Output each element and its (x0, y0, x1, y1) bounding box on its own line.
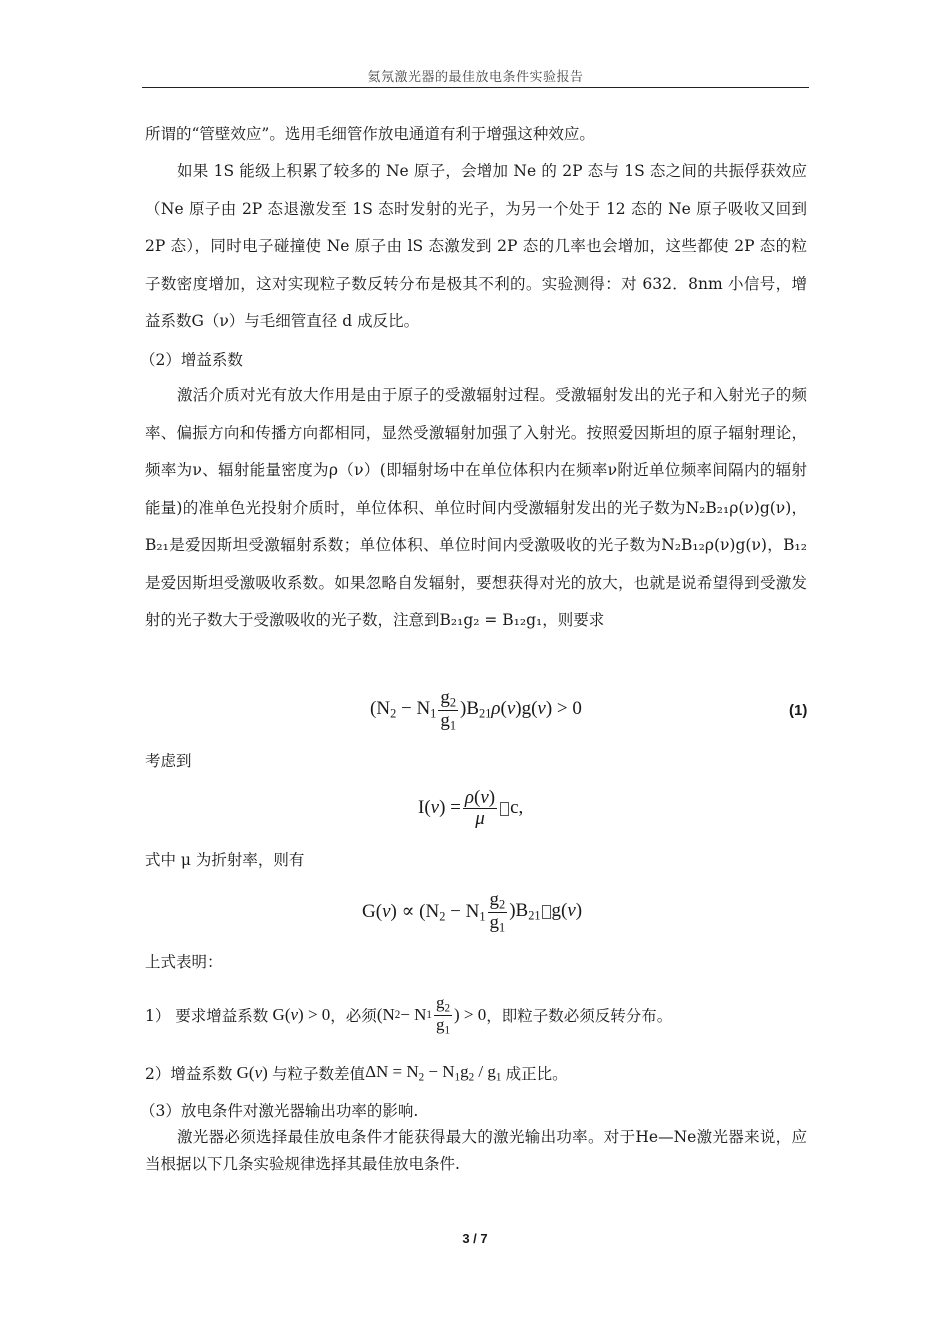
header-divider (142, 87, 809, 88)
paragraph-optimal-discharge: 激光器必须选择最佳放电条件才能获得最大的激光输出功率。对于He—Ne激光器来说，应当根据以下几条实验规律选择其最佳放电条件. (145, 1128, 807, 1173)
list-item-1-text-b: ，必须 (330, 1007, 377, 1026)
page-number: 3 / 7 (462, 1231, 488, 1246)
equation-intensity: I(ν) = $\frac{\rho(\nu)}{\mu}$ c, (418, 787, 524, 829)
list-item-1-text-a: 1） 要求增益系数 (145, 1007, 269, 1026)
section-heading-gain-coefficient: （2）增益系数 (140, 351, 243, 369)
list-item-2-text-a: 2）增益系数 (145, 1065, 233, 1083)
text-shows: 上式表明： (145, 953, 223, 971)
paragraph-stimulated-emission: 激活介质对光有放大作用是由于原子的受激辐射过程。受激辐射发出的光子和入射光子的频率、偏振方向和传播方向都相同，显然受激辐射加强了入射光。按照爱因斯坦的原子辐射理论，频率为ν、辐射能量密度为ρ（ν）(即辐射场中在单位体积内在频率ν附近单位频率间隔内的辐射能量)的准单色光投射介质时，单位体积、单位时间内受激辐射发出的光子数为N₂B₂₁ρ(ν)g(ν)，B₂₁是爱因斯坦受激辐射系数；单位体积、单位时间内受激吸收的光子数为N₂B₁₂ρ(ν)g(ν)，B₁₂是爱因斯坦受激吸收系数。如果忽略自发辐射，要想获得对光的放大，也就是说希望得到受激发射的光子数大于受激吸收的光子数，注意到B₂₁g₂ = B₁₂g₁，则要求 (145, 386, 807, 629)
equation-1-number: (1) (789, 702, 808, 719)
equation-gain-proportional: $G(\nu) \propto (N_2 - N_1$ $\frac{g_2}{g_1}$ )$B_{21}$ g(ν) (362, 889, 583, 935)
page-header-title: 氦氖激光器的最佳放电条件实验报告 (367, 70, 584, 85)
list-item-1-text-c: ，即粒子数必须反转分布。 (486, 1007, 673, 1026)
equation-1: ($N_2 - N_1$ $\frac{g_2}{g_1}$ )$B_{21}\rho(\nu)g(\nu) > 0$ (370, 687, 582, 733)
paragraph-resonance-trapping: 如果 1S 能级上积累了较多的 Ne 原子，会增加 Ne 的 2P 态与 1S 态之间的共振俘获效应（Ne 原子由 2P 态退激发至 1S 态时发射的光子，为另一个处于 12 态的 Ne 原子吸收又回到 2P 态），同时电子碰撞使 Ne 原子由 lS 态激发到 2P 态的几率也会增加，这些都使 2P 态的粒子数密度增加，这对实现粒子数反转分布是极其不利的。实验测得：对 632．8nm 小信号，增益系数G（ν）与毛细管直径 d 成反比。 (145, 162, 807, 330)
text-consider: 考虑到 (145, 752, 192, 770)
section-heading-discharge-power: （3）放电条件对激光器输出功率的影响. (140, 1102, 419, 1120)
paragraph-wall-effect: 所谓的“管壁效应”。选用毛细管作放电通道有利于增强这种效应。 (145, 125, 595, 143)
list-item-2: 2）增益系数 G(ν) 与粒子数差值 $\Delta N = N_2 - N_1g_2 / g_1$ 成正比。 (145, 1062, 568, 1084)
list-item-2-text-b: 与粒子数差值 (272, 1065, 366, 1083)
list-item-2-text-c: 成正比。 (505, 1065, 568, 1083)
list-item-1: 1） 要求增益系数 G(ν) > 0 ，必须 (N 2 − N 1 $\frac{g_2}{g_1}$ ) > 0 ，即粒子数必须反转分布。 (145, 993, 673, 1037)
text-refractive-index: 式中 μ 为折射率，则有 (145, 851, 305, 869)
